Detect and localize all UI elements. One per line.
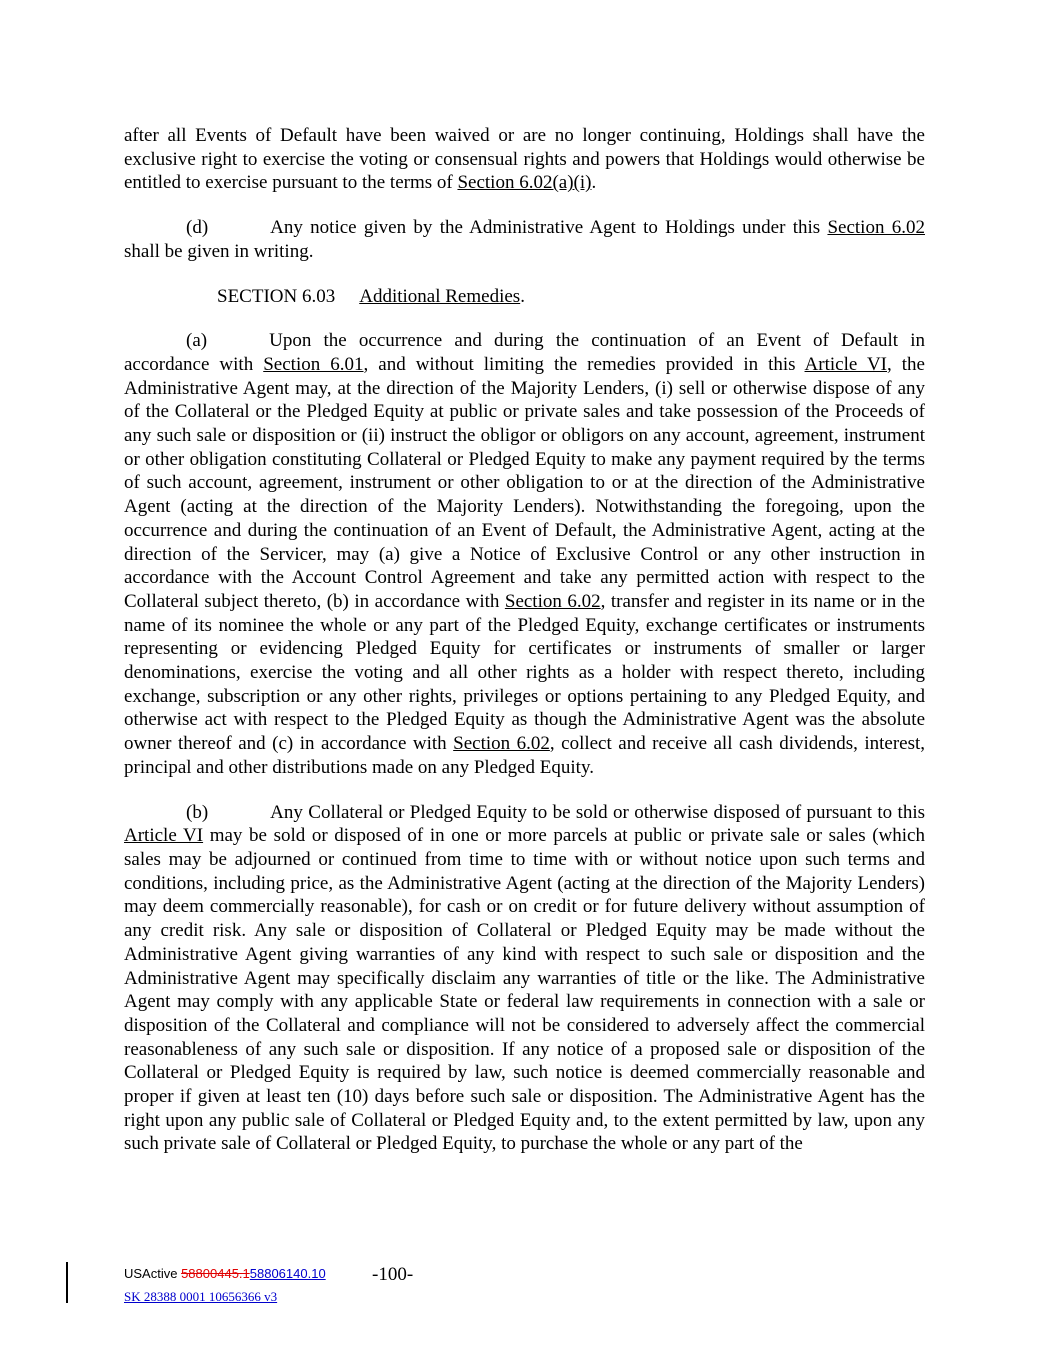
paragraph-label: (a) — [186, 330, 208, 352]
paragraph-label: (b) — [186, 801, 209, 823]
cross-reference: Section 6.01 — [263, 353, 364, 375]
paragraph-a: (a) Upon the occurrence and during the continuation of an Event of Default in accordance with Section 6.01, and without limiting the remedies provided in this Article VI, the Administrative Agent may, at the direction of the Majority Lenders, (i) sell or otherwise dispose of any of the Collateral or the Pledged Equity at public or private sales and take possession of the Proceeds of any such sale or disposition or (ii) instruct the obligor or obligors on any account, agreement, instrument or other obligation constituting Collateral or Pledged Equity to make any payment required by the terms of such account, agreement, instrument or other obligation to or at the direction of the Administrative Agent (acting at the direction of the Majority Lenders). Notwithstanding the foregoing, upon the occurrence and during the continuation of an Event of Default, the Administrative Agent, acting at the direction of the Servicer, may (a) give a Notice of Exclusive Control or any other instruction in accordance with the Account Control Agreement and take any permitted action with respect to the Collateral subject thereto, (b) in accordance with Section 6.02, transfer and register in its name or in the name of its nominee the whole or any part of the Pledged Equity, exchange certificates or instruments representing or evidencing Pledged Equity for certificates or instruments of smaller or larger denominations, exercise the voting and all other rights as a holder with respect thereto, including exchange, subscription or any other rights, privileges or options pertaining to any Pledged Equity, and otherwise act with respect to the Pledged Equity as though the Administrative Agent was the absolute owner thereof and (c) in accordance with Section 6.02, collect and receive all cash dividends, interest, principal and other distributions made on any Pledged Equity. — [124, 330, 925, 778]
footer-doc-id: SK 28388 0001 10656366 v3 — [124, 1289, 278, 1304]
cross-reference: Article VI — [804, 353, 887, 375]
cross-reference: Section 6.02 — [453, 733, 550, 755]
paragraph-b: (b) Any Collateral or Pledged Equity to be sold or otherwise disposed of pursuant to this Article VI may be sold or disposed of in one or more parcels at public or private sale or sales (which sales may be adjourned or continued from time to time with or without notice upon such terms and conditions, including price, as the Administrative Agent (acting at the direction of the Majority Lenders) may deem commercially reasonable), for cash or on credit or for future delivery without assumption of any credit risk. Any sale or disposition of Collateral or Pledged Equity may be made without the Administrative Agent giving warranties of any kind with respect to such sale or disposition and the Administrative Agent may specifically disclaim any warranties of title or the like. The Administrative Agent may comply with any applicable State or federal law requirements in connection with a sale or disposition of the Collateral and compliance will not be considered to adversely affect the commercial reasonableness of any such sale or disposition. If any notice of a proposed sale or disposition of the Collateral or Pledged Equity is required by law, such notice is deemed commercially reasonable and proper if given at least ten (10) days before such sale or disposition. The Administrative Agent has the right upon any public sale of Collateral or Pledged Equity and, to the extent permitted by law, upon any such private sale of Collateral or Pledged Equity, to purchase the whole or any part of the — [124, 801, 925, 1155]
document-footer — [124, 1265, 326, 1305]
cross-reference: Section 6.02 — [827, 217, 925, 239]
cross-reference: Section 6.02(a)(i) — [457, 172, 592, 194]
revision-change-bar — [66, 1262, 68, 1303]
paragraph-text: after all Events of Default have been waived or are no longer continuing, Holdings shall have the exclusive right to exercise the voting or consensual rights and powers that Holdings would otherwise be entitled to exercise pursuant to the terms of — [124, 125, 925, 194]
cross-reference: Article VI — [124, 825, 204, 847]
footer-prefix: USActive — [124, 1266, 182, 1281]
inserted-doc-number: 58806140.10 — [249, 1266, 326, 1281]
section-number: SECTION 6.03 — [217, 285, 336, 307]
paragraph-continued: after all Events of Default have been waived or are no longer continuing, Holdings shall have the exclusive right to exercise the voting or consensual rights and powers that Holdings would otherwise be entitled to exercise pursuant to the terms of Section 6.02(a)(i). — [124, 125, 925, 194]
paragraph-label: (d) — [186, 217, 209, 239]
page-number: -100- — [372, 1264, 414, 1285]
paragraph-d: (d) Any notice given by the Administrative Agent to Holdings under this Section 6.02 shall be given in writing. — [124, 217, 925, 262]
section-title: Additional Remedies — [359, 285, 521, 307]
document-body — [124, 124, 925, 1156]
section-heading: SECTION 6.03 Additional Remedies. — [217, 285, 525, 307]
deleted-doc-number: 58800445.1 — [181, 1266, 250, 1281]
cross-reference: Section 6.02 — [504, 590, 601, 612]
